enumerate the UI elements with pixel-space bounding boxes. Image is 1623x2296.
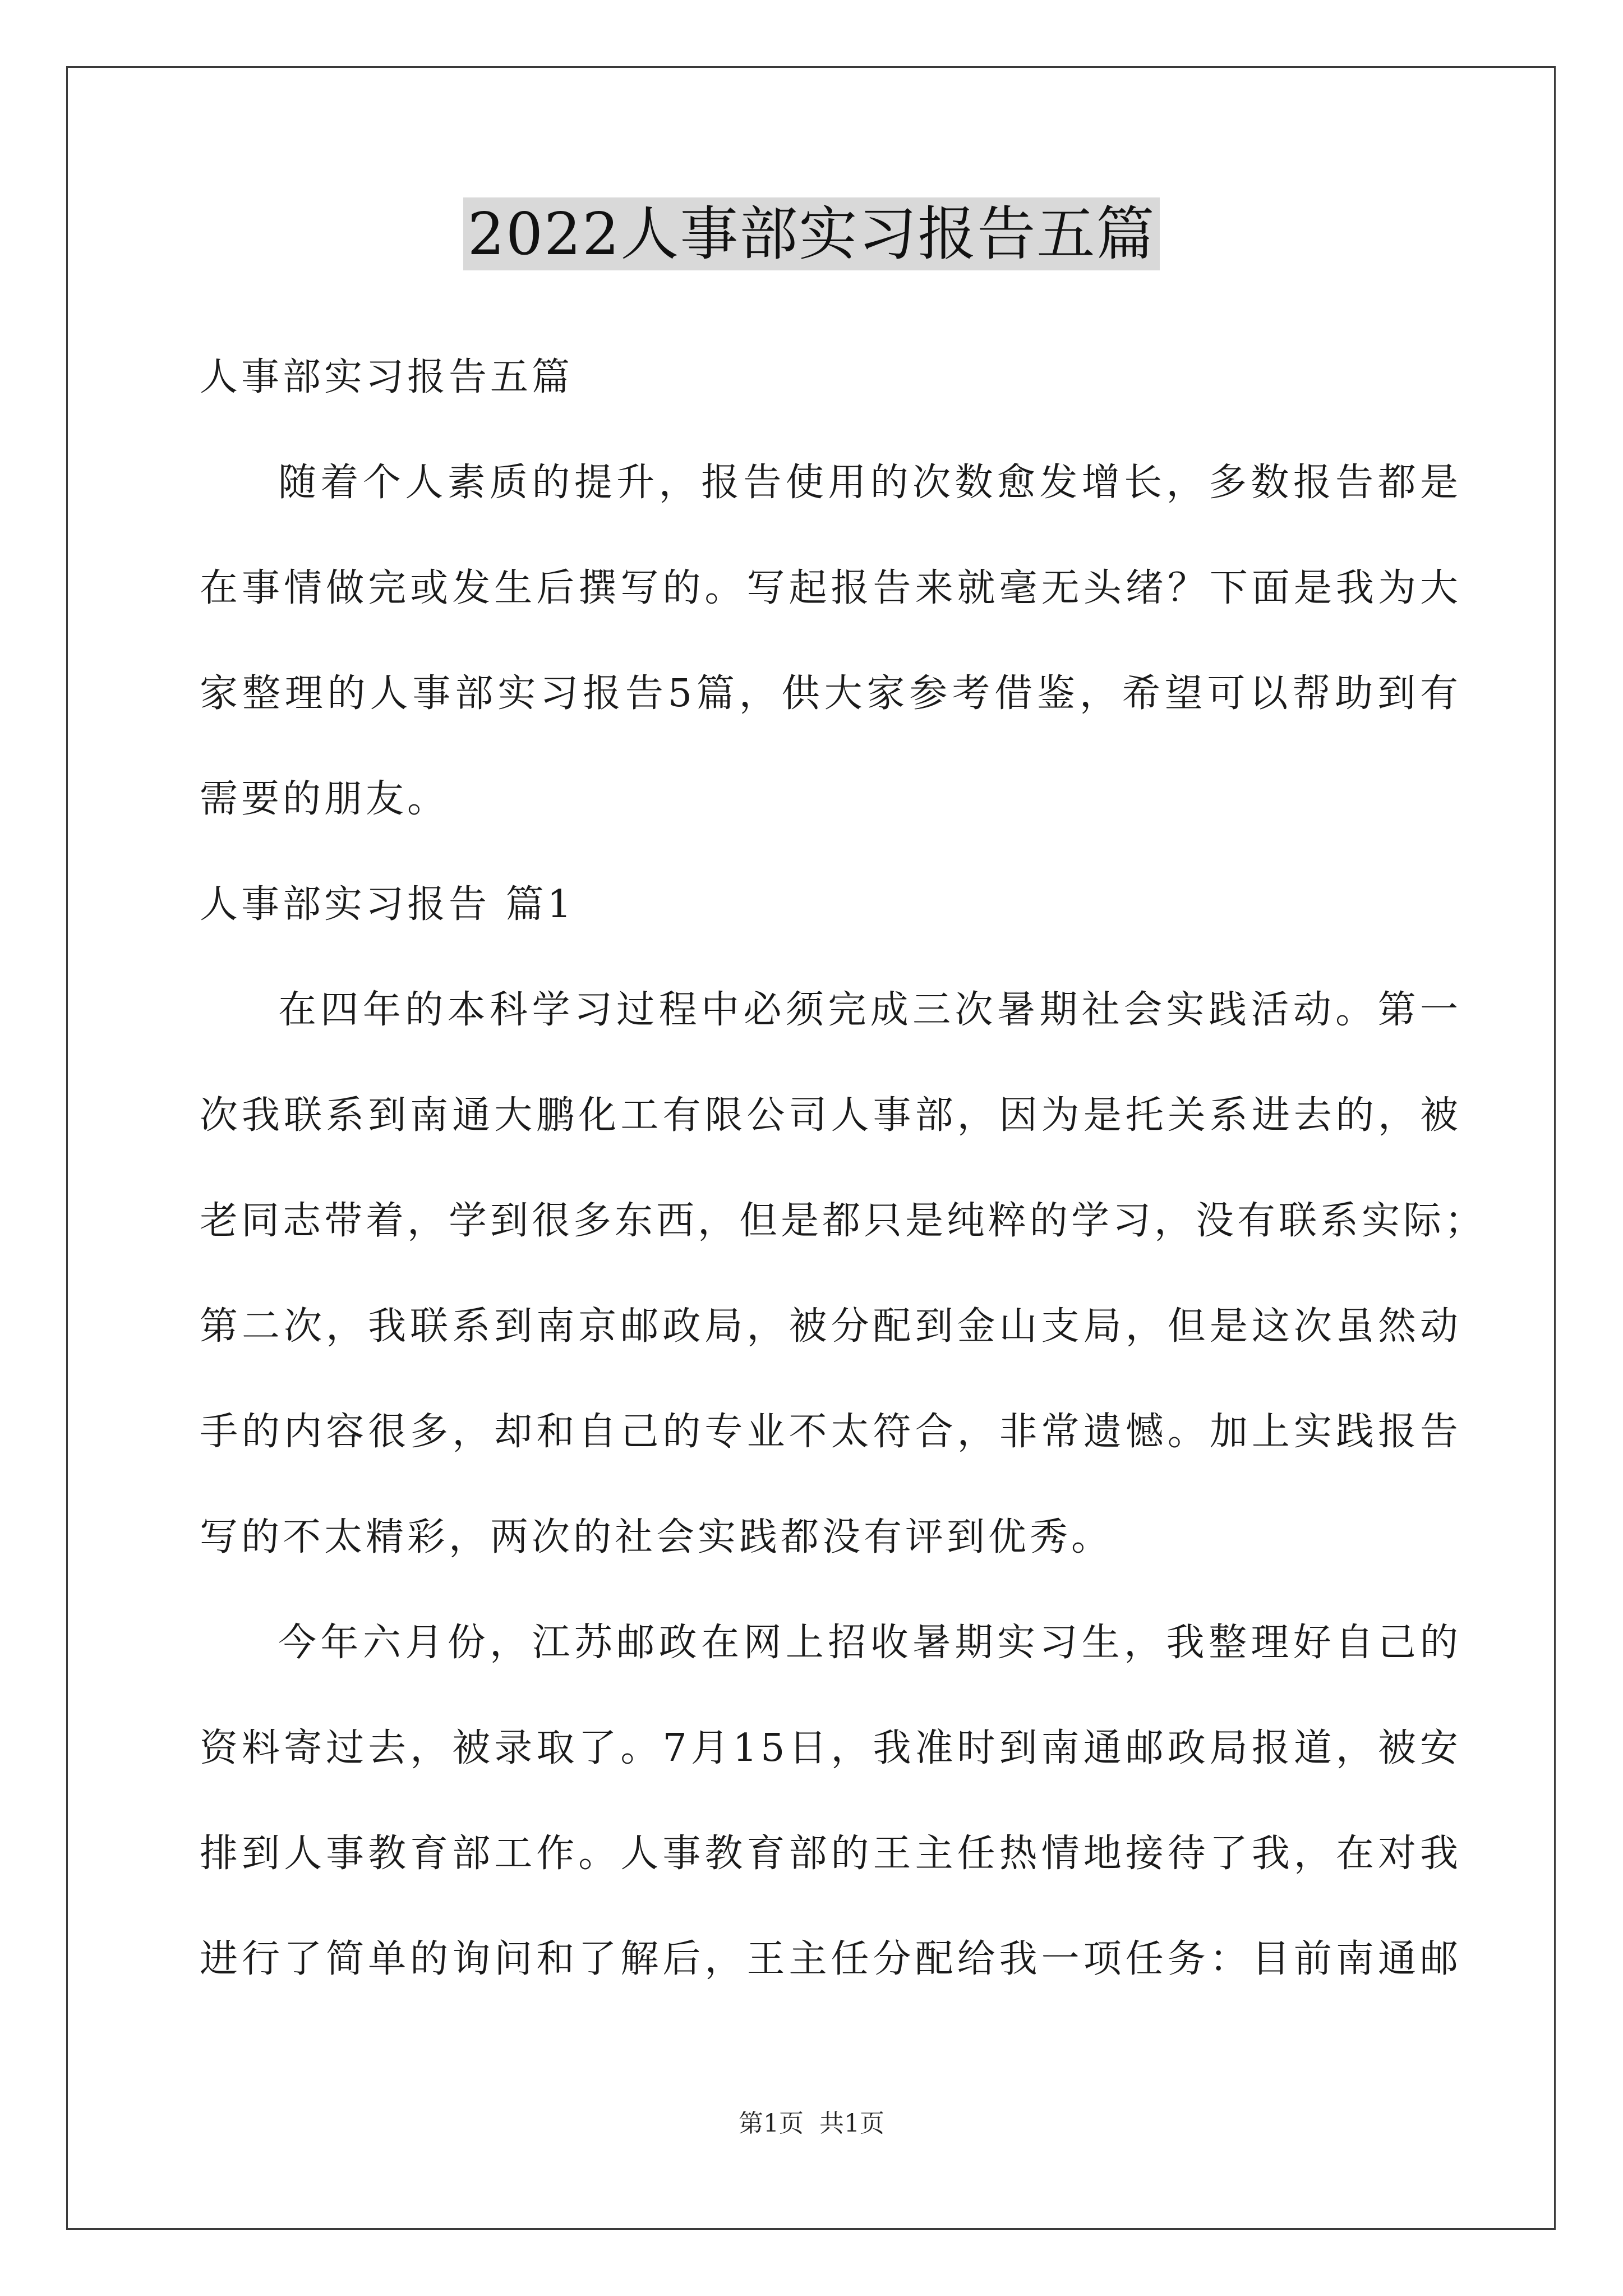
paragraph-line: 今年六月份，江苏邮政在网上招收暑期实习生，我整理好自己的 xyxy=(278,1621,1461,1665)
page-number: 第1页 xyxy=(739,2109,804,2138)
section-heading: 人事部实习报告五篇 xyxy=(200,355,574,399)
paragraph-line: 家整理的人事部实习报告5篇，供大家参考借鉴，希望可以帮助到有 xyxy=(200,671,1461,716)
paragraph-line: 资料寄过去，被录取了。7月15日，我准时到南通邮政局报道，被安 xyxy=(200,1726,1461,1770)
paragraph-line: 排到人事教育部工作。人事教育部的王主任热情地接待了我，在对我 xyxy=(200,1832,1461,1876)
page-footer xyxy=(0,2108,1623,2139)
section-heading: 人事部实习报告 篇1 xyxy=(200,882,575,927)
document-title: 2022人事部实习报告五篇 xyxy=(463,197,1160,270)
paragraph-line: 需要的朋友。 xyxy=(200,777,449,821)
paragraph-line: 次我联系到南通大鹏化工有限公司人事部，因为是托关系进去的，被 xyxy=(200,1093,1461,1138)
paragraph-line: 写的不太精彩，两次的社会实践都没有评到优秀。 xyxy=(200,1515,1113,1559)
paragraph-line: 在事情做完或发生后撰写的。写起报告来就毫无头绪？下面是我为大 xyxy=(200,566,1461,610)
paragraph-line: 手的内容很多，却和自己的专业不太符合，非常遗憾。加上实践报告 xyxy=(200,1410,1461,1454)
paragraph-line: 老同志带着，学到很多东西，但是都只是纯粹的学习，没有联系实际； xyxy=(200,1199,1487,1243)
paragraph-line: 随着个人素质的提升，报告使用的次数愈发增长，多数报告都是 xyxy=(278,461,1461,505)
page-total: 共1页 xyxy=(819,2109,884,2138)
paragraph-line: 进行了简单的询问和了解后，王主任分配给我一项任务：目前南通邮 xyxy=(200,1937,1461,1981)
paragraph-line: 第二次，我联系到南京邮政局，被分配到金山支局，但是这次虽然动 xyxy=(200,1304,1461,1349)
title-container xyxy=(0,197,1623,270)
paragraph-line: 在四年的本科学习过程中必须完成三次暑期社会实践活动。第一 xyxy=(278,988,1461,1032)
